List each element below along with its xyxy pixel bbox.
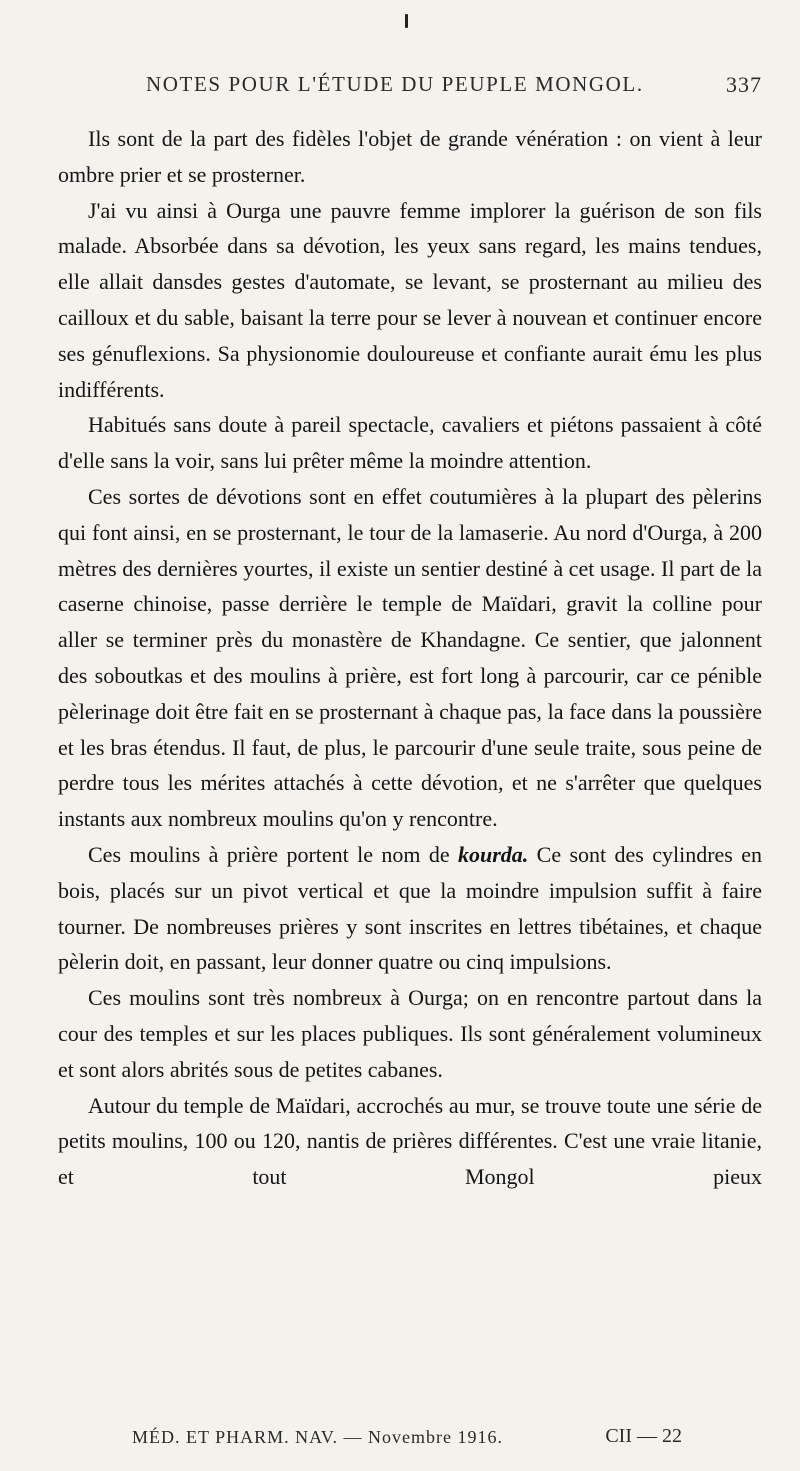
body-text	[58, 121, 762, 1195]
running-title: NOTES POUR L'ÉTUDE DU PEUPLE MONGOL.	[146, 72, 644, 96]
paragraph-mills-ourga: Ces moulins sont très nombreux à Ourga; on en rencontre partout dans la cour des temples et sur les places publiques. Ils sont généralement volumineux et sont alors abrités sous de petites cabanes.	[58, 985, 762, 1082]
kourda-text-before: Ces moulins à prière portent le nom de	[88, 841, 458, 867]
paragraph-veneration: Ils sont de la part des fidèles l'objet de grande vénération : on vient à leur ombre prier et se prosterner.	[58, 126, 762, 187]
page-number: 337	[726, 72, 762, 97]
page-footer	[132, 1425, 682, 1455]
signature-mark: CII — 22	[605, 1425, 682, 1447]
kourda-term: kourda.	[458, 841, 529, 867]
paragraph-pilgrimage-path: Ces sortes de dévotions sont en effet coutumières à la plupart des pèlerins qui font ainsi, en se prosternant, le tour de la lamaserie. Au nord d'Ourga, à 200 mètres des dernières yourtes, il existe un sentier destiné à cet usage. Il part de la caserne chinoise, passe derrière le temple de Maïdari, gravit la colline pour aller se terminer près du monastère de Khandagne. Ce sentier, que jalonnent des soboutkas et des moulins à prière, est fort long à parcourir, car ce pénible pèlerinage doit être fait en se prosternant à chaque pas, la face dans la poussière et les bras étendus. Il faut, de plus, le parcourir d'une seule traite, sous peine de perdre tous les mérites attachés à cette dévotion, et ne s'arrêter que quelques instants aux nombreux moulins qu'on y rencontre.	[58, 483, 762, 832]
paragraph-kourda	[58, 837, 762, 980]
journal-issue: MÉD. ET PHARM. NAV. — Novembre 1916.	[132, 1427, 504, 1447]
paragraph-maidari-temple: Autour du temple de Maïdari, accrochés au mur, se trouve toute une série de petits moulins, 100 ou 120, nantis de prières différentes. C'est une vraie litanie, et tout Mongol pieux	[58, 1092, 762, 1190]
print-mark	[405, 14, 408, 28]
paragraph-passersby: Habitués sans doute à pareil spectacle, cavaliers et piétons passaient à côté d'elle sans la voir, sans lui prêter même la moindre attention.	[58, 412, 762, 474]
paragraph-woman-praying: J'ai vu ainsi à Ourga une pauvre femme implorer la guérison de son fils malade. Absorbée dans sa dévotion, les yeux sans regard, les mains tendues, elle allait dansdes gestes d'automate, se levant, se prosternant au milieu des cailloux et du sable, baisant la terre pour se lever à nouvean et continuer encore ses génuflexions. Sa physionomie douloureuse et confiante aurait ému les plus indifférents.	[58, 197, 762, 402]
running-header	[58, 72, 762, 102]
kourda-text-after: Ce sont des cylindres en bois, placés sur un pivot vertical et que la moindre impulsion suffit à faire tourner. De nombreuses prières y sont inscrites en lettres tibétaines, et chaque pèlerin doit, en passant, leur donner quatre ou cinq impulsions.	[58, 841, 762, 975]
